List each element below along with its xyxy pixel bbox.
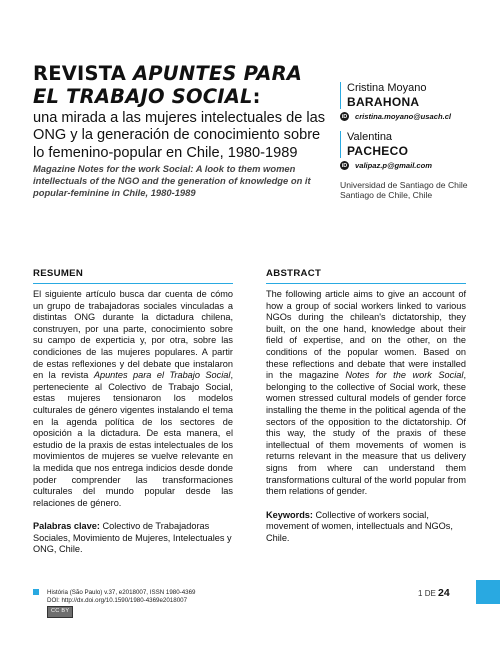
orcid-icon[interactable]: iD [341, 113, 348, 120]
page-separator: DE [424, 589, 436, 598]
abstract-keywords [266, 510, 466, 545]
article-header [33, 62, 329, 200]
title-journal-name: APUNTES PARA EL TRABAJO SOCIAL [33, 62, 303, 108]
doi[interactable]: DOI: http://dx.doi.org/10.1590/1980-4369e2018007 [47, 596, 188, 604]
keywords-list: Collective of workers social, movement of women, intellectuals and NGOs, Chile. [266, 509, 453, 543]
resumen-text [33, 289, 233, 509]
author-2 [340, 131, 480, 158]
article-subtitle: una mirada a las mujeres intelectuales de las ONG y la generación de conocimiento sobre lo femenino-popular en Chile, 1980-1989 [33, 110, 326, 161]
author-block [340, 82, 480, 200]
keywords-list: Colectivo de Trabajadoras Sociales, Movimiento de Mujeres, Intelectuales y ONG, Chile. [33, 521, 232, 555]
keywords-label: Keywords: [266, 509, 313, 520]
author-1-email[interactable]: cristina.moyano@usach.cl [355, 112, 452, 121]
page-number [418, 587, 450, 599]
article-title [33, 62, 329, 108]
author-2-first-name: Valentina [347, 131, 393, 143]
footer [33, 589, 195, 618]
corner-accent [476, 580, 500, 604]
title-colon: : [252, 85, 261, 108]
page-total: 24 [438, 587, 450, 599]
resumen-section [33, 268, 233, 556]
cc-license-badge[interactable]: CC BY [47, 606, 73, 618]
abstract-text-part-1: The following article aims to give an account of how a group of social workers linked to various NGOs during the chilean's dictatorship, they built, on the one hand, knowledge about their field of expertise, and on the other, on the conditions of the popular women. Based on these reflections and debate that were installed in the magazine [266, 289, 466, 381]
author-2-email[interactable]: valipaz.p@gmail.com [355, 161, 433, 170]
resumen-heading: RESUMEN [33, 268, 233, 284]
author-1-first-name: Cristina Moyano [347, 82, 427, 94]
journal-mark-icon [33, 589, 39, 595]
abstract-section [266, 268, 466, 544]
orcid-icon[interactable]: iD [341, 162, 348, 169]
resumen-journal-name: Apuntes para el Trabajo Social [93, 370, 231, 381]
author-1-last-name: BARAHONA [347, 95, 420, 109]
abstract-heading: ABSTRACT [266, 268, 466, 284]
english-title: Magazine Notes for the work Social: A look to them women intellectuals of the NGO and the generation of knowledge on it popular-feminine in Chile, 1980-1989 [33, 162, 311, 199]
affiliation: Universidad de Santiago de Chile Santiago de Chile, Chile [340, 180, 468, 201]
resumen-keywords [33, 521, 233, 556]
abstract-text-part-2: , belonging to the collective of Social work, these women stressed cultural models of gender force installing the theme in the political agenda of the sectors of the opposition to the dictatorship. Of this way, the study of the praxis of these intellectual of them movements of women is returns relevant in the measure that us delivery signs from where can understand them transformations cultural of the world popular from them relations of gender. [266, 370, 466, 497]
author-1-email-row [340, 112, 480, 121]
citation-line [33, 589, 195, 597]
author-2-last-name: PACHECO [347, 144, 409, 158]
abstract-journal-name: Notes for the work Social [345, 370, 464, 381]
resumen-text-part-2: , perteneciente al Colectivo de Trabajo Social, estas mujeres tensionaron los modelos culturales de género vigentes instalando el tema en la agenda política de los sectores de oposición a la dictadura. De esta manera, el estudio de la praxis de estas intelectuales de los movimientos de mujeres se vuelve relevante en la medida que nos entrega indicios desde donde poder comprender las transformaciones culturales del mundo popular desde las relaciones de género. [33, 370, 233, 508]
author-2-email-row [340, 161, 480, 170]
abstract-text [266, 289, 466, 498]
resumen-text-part-1: El siguiente artículo busca dar cuenta de cómo un grupo de trabajadoras sociales vinculadas a distintas ONG durante la dictadura chilena, construyen, por una parte, conocimiento sobre su campo de experticia y, por otra, sobre las condiciones de las mujeres populares. A partir de estas reflexiones y del debate que instalaron en la revista [33, 289, 233, 381]
author-1 [340, 82, 480, 109]
keywords-label: Palabras clave: [33, 521, 100, 532]
title-part-1: REVISTA [33, 62, 133, 85]
citation: História (São Paulo) v.37, e2018007, ISSN 1980-4369 [47, 589, 196, 596]
page-current: 1 [418, 589, 423, 598]
